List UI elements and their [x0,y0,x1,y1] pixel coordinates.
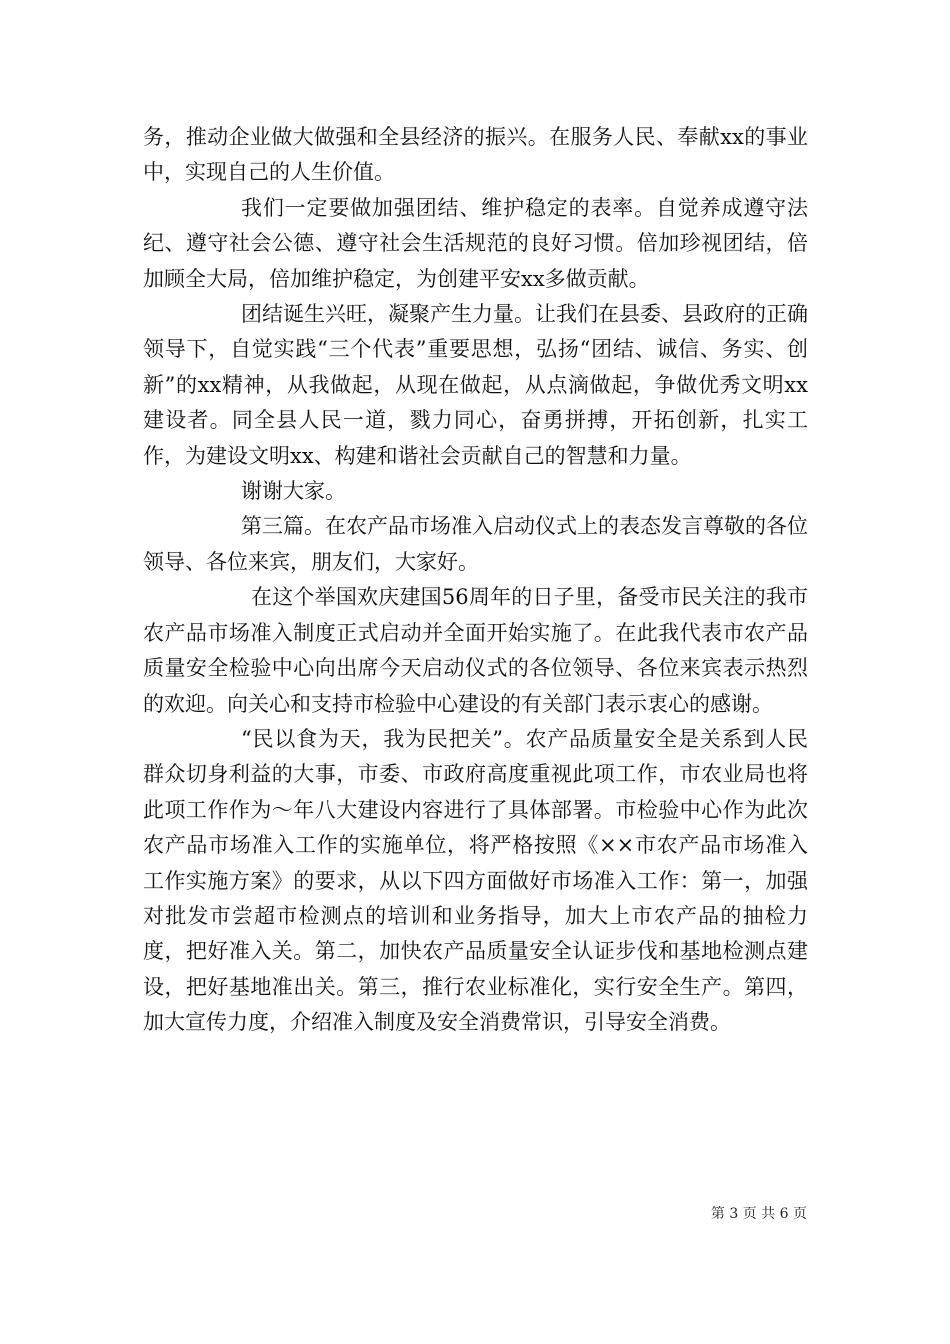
paragraph-thanks: 谢谢大家。 [241,479,346,504]
paragraph-continuation: 务，推动企业做大做强和全县经济的振兴。在服务人民、奉献xx的事业中，实现自己的人生价值。 [143,125,808,185]
paragraph-celebration-welcome: 在这个举国欢庆建国56周年的日子里，备受市民关注的我市农产品市场准入制度正式启动并全面开始实施了。在此我代表市农产品质量安全检验中心向出席今天启动仪式的各位领导、各位来宾表示热烈的欢迎。向关心和支持市检验中心建设的有关部门表示衷心的感谢。 [143,585,808,716]
paragraph-unity-prosperity: 团结诞生兴旺，凝聚产生力量。让我们在县委、县政府的正确领导下，自觉实践“三个代表”重要思想，弘扬“团结、诚信、务实、创新”的xx精神，从我做起，从现在做起，从点滴做起，争做优秀文明xx建设者。同全县人民一道，戮力同心，奋勇拼搏，开拓创新，扎实工作，为建设文明xx、构建和谐社会贡献自己的智慧和力量。 [143,302,808,468]
paragraph-food-safety-plan: “民以食为天，我为民把关”。农产品质量安全是关系到人民群众切身利益的大事，市委、市政府高度重视此项工作，市农业局也将此项工作作为～年八大建设内容进行了具体部署。市检验中心作为此次农产品市场准入工作的实施单位，将严格按照《××市农产品市场准入工作实施方案》的要求，从以下四方面做好市场准入工作：第一，加强对批发市尝超市检测点的培训和业务指导，加大上市农产品的抽检力度，把好准入关。第二，加快农产品质量安全认证步伐和基地检测点建设，把好基地准出关。第三，推行农业标准化，实行安全生产。第四，加大宣传力度，介绍准入制度及安全消费常识，引导安全消费。 [143,726,808,1035]
paragraph-unity-stability: 我们一定要做加强团结、维护稳定的表率。自觉养成遵守法纪、遵守社会公德、遵守社会生活规范的良好习惯。倍加珍视团结，倍加顾全大局，倍加维护稳定，为创建平安xx多做贡献。 [143,195,808,291]
paragraph-section-three-heading: 第三篇。在农产品市场准入启动仪式上的表态发言尊敬的各位领导、各位来宾，朋友们，大家好。 [143,514,808,574]
page-number-footer: 第 3 页 共 6 页 [710,1206,807,1222]
document-body [143,120,808,1041]
